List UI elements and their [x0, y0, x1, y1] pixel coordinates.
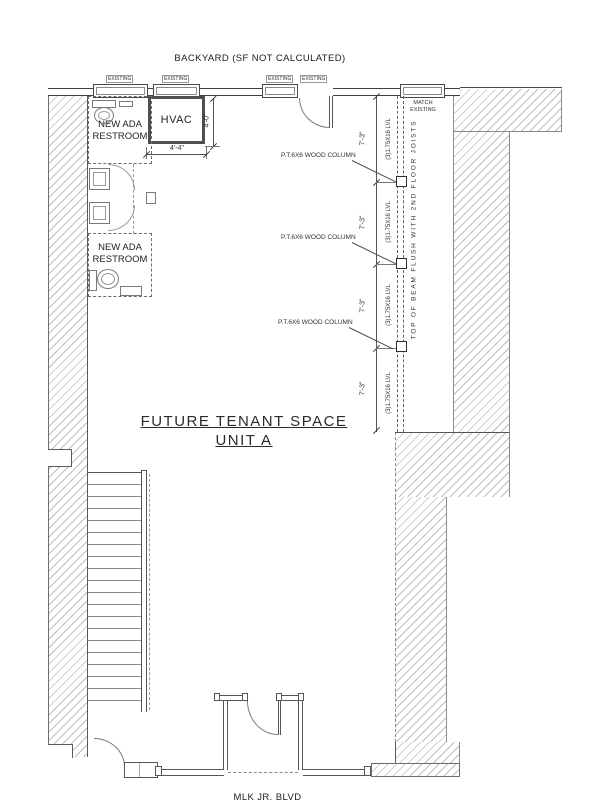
west-door-swing-arc: [94, 738, 125, 767]
match-existing-label: [400, 100, 446, 113]
wall-fixture: [146, 192, 156, 204]
restroom-2-label: [88, 242, 152, 266]
restroom-alcove-wall: [133, 164, 134, 234]
bay-dim-1: 7'-3": [359, 131, 367, 146]
lvl-label-3: (3)1.75X16 LVL: [386, 284, 392, 326]
west-wall-bottom-notch: [48, 744, 73, 758]
vestibule-cap-post-2: [242, 693, 248, 701]
east-wall-block: [395, 432, 510, 497]
hvac-depth-dim-line: [213, 98, 214, 146]
sink-3: [120, 286, 142, 296]
toilet-2-tank: [89, 270, 97, 291]
existing-label-1: EXISTING: [108, 76, 132, 82]
tenant-space-title-line1: FUTURE TENANT SPACE: [140, 413, 348, 430]
wood-column-2: [396, 258, 407, 269]
bay-dim-2: 7'-3": [359, 215, 367, 230]
northeast-wall-band: [453, 89, 562, 132]
toilet-1-bowl: [94, 107, 114, 124]
toilet-2-bowl: [97, 269, 119, 289]
existing-label-3: EXISTING: [268, 76, 292, 82]
pier-step-line: [371, 763, 395, 764]
stair-stringer: [141, 470, 147, 712]
restroom-door-swing-1: [108, 164, 135, 190]
restroom-door-swing-2: [108, 205, 135, 231]
tenant-space-title-line2: UNIT A: [215, 432, 273, 449]
existing-label-4: EXISTING: [302, 76, 326, 82]
column-callout-3: P.T.6X6 WOOD COLUMN: [278, 319, 353, 326]
west-wall-notch: [48, 449, 72, 467]
north-door-swing-arc: [299, 98, 330, 128]
backyard-label: BACKYARD (SF NOT CALCULATED): [174, 53, 346, 64]
restroom-2-line2: RESTROOM: [92, 254, 148, 265]
restroom-1-line1: NEW ADA: [98, 119, 142, 130]
dim-tick-5: [373, 427, 380, 434]
restroom-1-line2: RESTROOM: [92, 131, 148, 142]
entry-door-leaf: [278, 701, 281, 735]
entry-door-swing-arc: [247, 701, 278, 735]
vestibule-wall-right: [298, 698, 303, 770]
lvl-label-1: (3)1.75X16 LVL: [386, 118, 392, 160]
sink-1: [89, 168, 110, 190]
west-wall: [48, 88, 88, 757]
hvac-width-dim-line: [146, 154, 207, 155]
storefront-glazing-west: [158, 769, 224, 776]
street-label: MLK JR. BLVD: [233, 792, 302, 803]
window-existing-3: [262, 84, 298, 98]
storefront-pier-left: [124, 762, 158, 778]
stair-handrail: [149, 474, 150, 710]
hvac-depth-dim-label: 4'-0": [203, 113, 211, 128]
column-callout-1: P.T.6X6 WOOD COLUMN: [281, 152, 356, 159]
column-callout-2: P.T.6X6 WOOD COLUMN: [281, 234, 356, 241]
hvac-label: HVAC: [160, 114, 193, 126]
bay-dim-3: 7'-3": [359, 298, 367, 313]
lvl-label-4: (3)1.75X16 LVL: [386, 372, 392, 414]
beam-note: TOP OF BEAM FLUSH WITH 2ND FLOOR JOISTS: [410, 119, 418, 340]
stair-treads: [88, 472, 141, 712]
vestibule-cap-post-1: [214, 693, 220, 701]
bay-dim-4: 7'-3": [359, 381, 367, 396]
storefront-post-2: [364, 766, 371, 776]
vestibule-cap-post-3: [276, 693, 282, 701]
hvac-room: [148, 96, 205, 144]
match-existing-line2: EXISTING: [410, 106, 436, 113]
hvac-width-dim-label: 4'-4": [170, 145, 184, 152]
dim-connector-1: [376, 182, 397, 183]
restroom-2-line1: NEW ADA: [98, 242, 142, 253]
wood-column-3: [396, 341, 407, 352]
storefront-glazing-east: [303, 769, 371, 776]
southeast-pier-upper: [395, 742, 460, 763]
vestibule-wall-left: [223, 698, 228, 770]
east-wall-lower: [395, 497, 447, 742]
vestibule-cap-post-4: [298, 693, 304, 701]
sink-2: [89, 202, 110, 224]
restroom-1-shelf: [119, 101, 133, 107]
match-existing-line1: MATCH: [413, 100, 433, 106]
wood-column-1: [396, 176, 407, 187]
hvac-depth-ext: [205, 146, 220, 147]
storefront-post-1: [155, 766, 162, 776]
southeast-pier-lower: [371, 763, 460, 777]
existing-label-2: EXISTING: [164, 76, 188, 82]
dim-connector-3: [376, 348, 397, 349]
window-match-existing: [400, 84, 445, 98]
entry-threshold-dashed-line: [228, 772, 298, 773]
roof-line: [460, 87, 562, 88]
east-wall-upper: [453, 132, 510, 432]
lvl-label-2: (3)1.75X16 LVL: [386, 201, 392, 243]
dim-connector-2: [376, 264, 397, 265]
